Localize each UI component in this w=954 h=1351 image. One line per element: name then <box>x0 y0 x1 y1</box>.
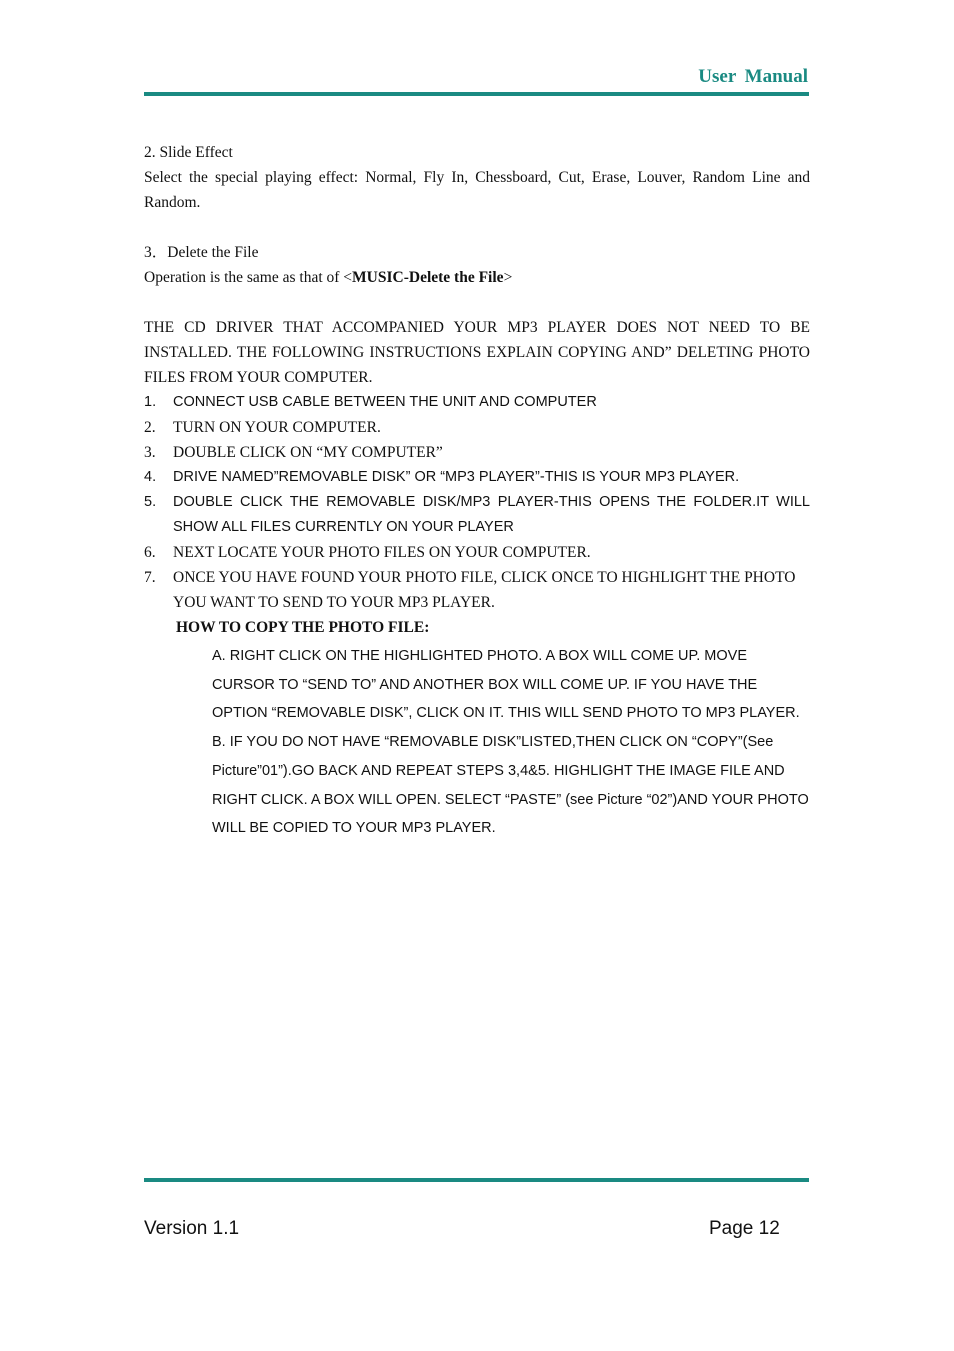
list-item <box>144 390 810 415</box>
step-text: NEXT LOCATE YOUR PHOTO FILES ON YOUR COMPUTER. <box>173 544 591 561</box>
list-item <box>144 440 810 465</box>
howto-step-b: B. IF YOU DO NOT HAVE “REMOVABLE DISK”LISTED,THEN CLICK ON “COPY”(See Picture”01”).GO BACK AND REPEAT STEPS 3,4&5. HIGHLIGHT THE IMAGE FILE AND RIGHT CLICK. A BOX WILL OPEN. SELECT “PASTE” (see Picture “02”)AND YOUR PHOTO WILL BE COPIED TO YOUR MP3 PLAYER. <box>212 734 809 837</box>
delete-body-prefix: Operation is the same as that of < <box>144 269 353 286</box>
step-text: ONCE YOU HAVE FOUND YOUR PHOTO FILE, CLICK ONCE TO HIGHLIGHT THE PHOTO YOU WANT TO SEND TO YOUR MP3 PLAYER. <box>173 569 796 611</box>
step-number: 4. <box>144 469 157 485</box>
footer-page-number: Page 12 <box>709 1218 780 1239</box>
list-item <box>144 490 810 540</box>
step-number: 2. <box>144 419 156 436</box>
step-number: 3. <box>144 444 156 461</box>
footer-version: Version 1.1 <box>144 1218 240 1239</box>
list-item <box>144 540 810 565</box>
step-number: 7. <box>144 569 156 586</box>
step-text: DOUBLE CLICK ON “MY COMPUTER” <box>173 444 443 461</box>
delete-file-heading: 3．Delete the File <box>144 244 259 261</box>
slide-effect-body: Select the special playing effect: Normal, Fly In, Chessboard, Cut, Erase, Louver, Random Line and Random. <box>144 169 810 211</box>
step-number: 1. <box>144 394 157 410</box>
footer-rule <box>144 1178 809 1182</box>
header-title: User Manual <box>698 66 808 87</box>
howto-instructions <box>144 642 810 843</box>
list-item <box>144 415 810 440</box>
spacer <box>144 290 810 315</box>
header-rule <box>144 92 809 96</box>
slide-effect-heading: 2. Slide Effect <box>144 144 233 161</box>
cd-driver-intro: THE CD DRIVER THAT ACCOMPANIED YOUR MP3 PLAYER DOES NOT NEED TO BE INSTALLED. THE FOLLOWING INSTRUCTIONS EXPLAIN COPYING AND” DELETING PHOTO FILES FROM YOUR COMPUTER. <box>144 319 810 386</box>
list-item <box>144 465 810 490</box>
step-number: 6. <box>144 544 156 561</box>
main-content <box>144 140 810 843</box>
delete-body-suffix: > <box>503 269 513 286</box>
delete-file-body <box>144 265 810 290</box>
spacer <box>144 215 810 240</box>
step-text: CONNECT USB CABLE BETWEEN THE UNIT AND COMPUTER <box>173 394 597 410</box>
list-item <box>144 565 810 615</box>
step-text: TURN ON YOUR COMPUTER. <box>173 419 381 436</box>
steps-list <box>144 390 810 615</box>
step-text: DRIVE NAMED”REMOVABLE DISK” OR “MP3 PLAYER”-THIS IS YOUR MP3 PLAYER. <box>173 469 740 485</box>
step-number: 5. <box>144 494 157 510</box>
howto-heading: HOW TO COPY THE PHOTO FILE: <box>176 619 430 636</box>
howto-step-a: A. RIGHT CLICK ON THE HIGHLIGHTED PHOTO. A BOX WILL COME UP. MOVE CURSOR TO “SEND TO” AND ANOTHER BOX WILL COME UP. IF YOU HAVE THE OPTION “REMOVABLE DISK”, CLICK ON IT. THIS WILL SEND PHOTO TO MP3 PLAYER. <box>212 648 800 722</box>
step-text: DOUBLE CLICK THE REMOVABLE DISK/MP3 PLAYER-THIS OPENS THE FOLDER.IT WILL SHOW ALL FILES CURRENTLY ON YOUR PLAYER <box>173 494 810 535</box>
delete-body-bold: MUSIC-Delete the File <box>352 269 504 286</box>
